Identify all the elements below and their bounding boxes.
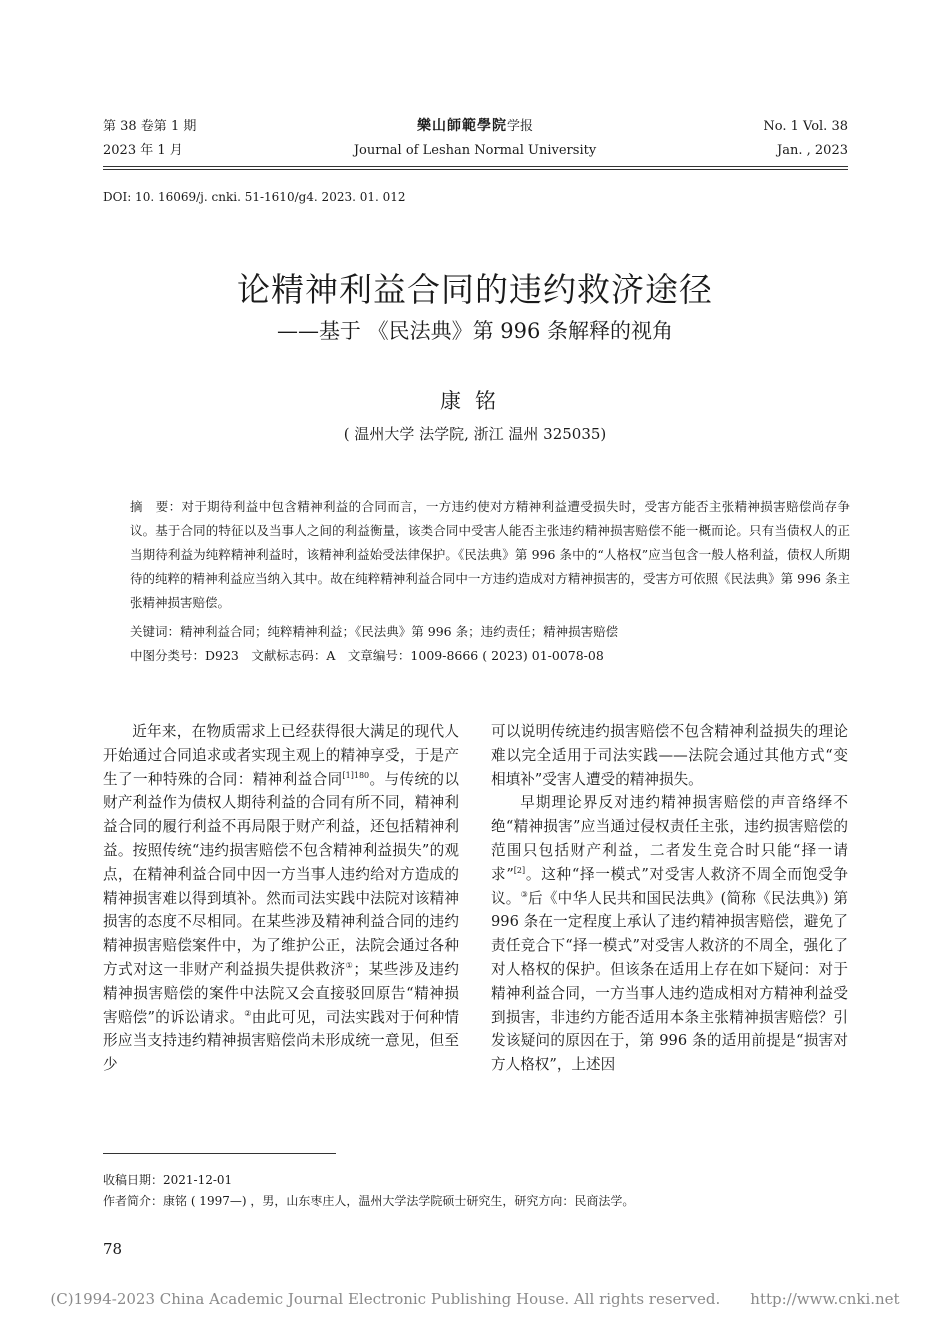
keywords xyxy=(130,622,850,642)
text-run: ；某些涉及违约精神损害赔偿的案件中法院又会直接驳回原告“精神损害赔偿”的诉讼请求。 xyxy=(103,960,459,1026)
footnote-rule xyxy=(103,1153,336,1154)
author-name: 康铭 xyxy=(440,389,510,413)
received-date: 收稿日期：2021-12-01 xyxy=(103,1173,233,1187)
footnote-marker: ② xyxy=(244,1008,252,1018)
citation-ref: [2] xyxy=(513,865,526,875)
author-bio: 作者简介：康铭 ( 1997—) ，男，山东枣庄人，温州大学法学院硕士研究生，研究方向：民商法学。 xyxy=(103,1194,635,1208)
article-title: 论精神利益合同的违约救济途径 xyxy=(237,270,713,309)
paragraph xyxy=(103,720,459,1077)
year-month: 2023 年 1 月 xyxy=(103,143,183,158)
abstract xyxy=(130,495,850,615)
page-number: 78 xyxy=(103,1240,123,1258)
journal-title-en: Journal of Leshan Normal University xyxy=(353,143,597,158)
text-run: 后《中华人民共和国民法典》(简称《民法典》) 第 996 条在一定程度上承认了违约精神损害赔偿，避免了责任竞合下“择一模式”对受害人救济的不周全，强化了对人格权的保护。但该条在适用上存在如下疑问：对于精神利益合同，一方当事人违约造成相对方精神利益受到损害，非违约方能否适用本条主张精神损害赔偿？引发该疑问的原因在于，第 996 条的适用前提是“损害对方人格权”，上述因 xyxy=(491,889,848,1074)
header-rule xyxy=(103,166,848,167)
header-rule-2 xyxy=(103,169,848,170)
text-run: 由此可见，司法实践对于何种情形应当支持违约精神损害赔偿尚未形成统一意见，但至少 xyxy=(103,1008,460,1074)
text-run: 早期理论界反对违约精神损害赔偿的声音络绎不绝“精神损害”应当通过侵权责任主张，违约损害赔偿的范围只包括财产利益，二者发生竞合时只能“择一请求” xyxy=(491,794,848,883)
body-right-column xyxy=(491,720,848,1077)
volume-issue: 第 38 卷第 1 期 xyxy=(103,119,197,134)
journal-suffix: 学报 xyxy=(506,119,533,134)
abstract-text: 对于期待利益中包含精神利益的合同而言，一方违约使对方精神利益遭受损失时，受害方能否主张精神损害赔偿尚存争议。基于合同的特征以及当事人之间的利益衡量，该类合同中受害人能否主张违约精神损害赔偿不能一概而论。只有当债权人的正当期待利益为纯粹精神利益时，该精神利益始受法律保护。《民法典》第 996 条中的“人格权”应当包含一般人格利益，债权人所期待的纯粹的精神利益应当纳入其中。故在纯粹精神利益合同中一方违约造成对方精神损害的，受害方可依照《民法典》第 996 条主张精神损害赔偿。 xyxy=(130,499,850,610)
doi: DOI: 10. 16069/j. cnki. 51-1610/g4. 2023. 01. 012 xyxy=(103,190,406,204)
text-run: 近年来，在物质需求上已经获得很大满足的现代人开始通过合同追求或者实现主观上的精神享受，于是产生了一种特殊的合同：精神利益合同 xyxy=(103,723,459,788)
citation-ref: [1]180 xyxy=(342,770,370,780)
date-en: Jan. , 2023 xyxy=(777,143,848,158)
author-affiliation: ( 温州大学 法学院, 浙江 温州 325035) xyxy=(343,425,607,443)
text-run: 。这种“择一模式”对受害人救济不周全而饱受争议。 xyxy=(491,865,848,907)
footnote-marker: ① xyxy=(345,961,354,971)
body-left-column xyxy=(103,720,459,1077)
keywords-text: 精神利益合同；纯粹精神利益；《民法典》第 996 条；违约责任；精神损害赔偿 xyxy=(180,624,619,639)
paragraph xyxy=(491,791,848,1077)
issue-en: No. 1 Vol. 38 xyxy=(763,119,848,134)
classification-line: 中图分类号：D923 文献标志码：A 文章编号：1009-8666 ( 2023) 01-0078-08 xyxy=(130,648,604,663)
footnote-marker: ③ xyxy=(520,889,529,899)
abstract-label: 摘 要： xyxy=(130,499,182,514)
text-run: 。与传统的以财产利益作为债权人期待利益的合同有所不同，精神利益合同的履行利益不再局限于财产利益，还包括精神利益。按照传统“违约损害赔偿不包含精神利益损失”的观点，在精神利益合同中因一方当事人违约给对方造成的精神损害难以得到填补。然而司法实践中法院对该精神损害的态度不尽相同。在某些涉及精神利益合同的违约精神损害赔偿案件中，为了维护公正，法院会通过各种方式对这一非财产利益损失提供救济 xyxy=(103,770,459,978)
article-subtitle: ——基于 《民法典》第 996 条解释的视角 xyxy=(276,319,674,343)
paragraph: 可以说明传统违约损害赔偿不包含精神利益损失的理论难以完全适用于司法实践——法院会通过其他方式“变相填补”受害人遭受的精神损失。 xyxy=(491,723,848,788)
copyright-notice: (C)1994-2023 China Academic Journal Electronic Publishing House. All rights reserved. http://www.cnki.net xyxy=(50,1290,900,1308)
keywords-label: 关键词： xyxy=(130,624,181,639)
journal-logo-text: 樂山師範學院 xyxy=(416,118,507,134)
